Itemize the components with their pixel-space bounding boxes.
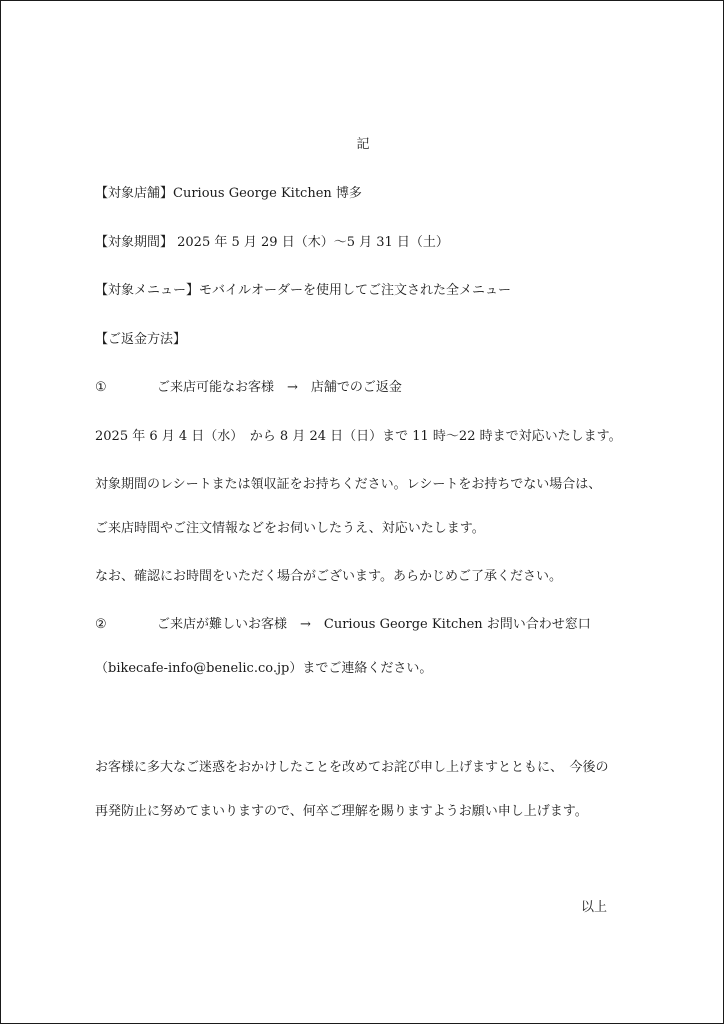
option-1-detail-hours: 2025 年 6 月 4 日（水） から 8 月 24 日（日）まで 11 時〜22 時まで対応いたします。	[95, 429, 622, 444]
option-2-text: ご来店が難しいお客様 → Curious George Kitchen お問い合わせ窓口	[157, 617, 591, 632]
refund-method-heading: 【ご返金方法】	[95, 332, 187, 347]
target-menu-line: 【対象メニュー】モバイルオーダーを使用してご注文された全メニュー	[95, 283, 512, 298]
option-1-text: ご来店可能なお客様 → 店舗でのご返金	[157, 380, 402, 395]
option-2-number: ②	[95, 617, 107, 632]
option-1-line	[95, 379, 402, 397]
closing-line-1: お客様に多大なご迷惑をおかけしたことを改めてお詫び申し上げますとともに、 今後の	[95, 760, 609, 775]
option-1-detail-visit-info: ご来店時間やご注文情報などをお伺いしたうえ、対応いたします。	[95, 521, 485, 536]
option-2-line	[95, 616, 591, 634]
option-2-contact-email: （bikecafe-info@benelic.co.jp）までご連絡ください。	[95, 661, 433, 676]
option-1-detail-receipt: 対象期間のレシートまたは領収証をお持ちください。レシートをお持ちでない場合は、	[95, 477, 602, 492]
target-period-line: 【対象期間】 2025 年 5 月 29 日（木）〜5 月 31 日（土）	[95, 235, 449, 250]
end-mark: 以上	[580, 900, 607, 915]
option-1-detail-note: なお、確認にお時間をいただく場合がございます。あらかじめご了承ください。	[95, 569, 562, 584]
closing-line-2: 再発防止に努めてまいりますので、何卒ご理解を賜りますようお願い申し上げます。	[95, 804, 588, 819]
target-store-line: 【対象店舗】Curious George Kitchen 博多	[95, 186, 362, 201]
heading-ki: 記	[356, 137, 370, 152]
option-1-number: ①	[95, 380, 107, 395]
